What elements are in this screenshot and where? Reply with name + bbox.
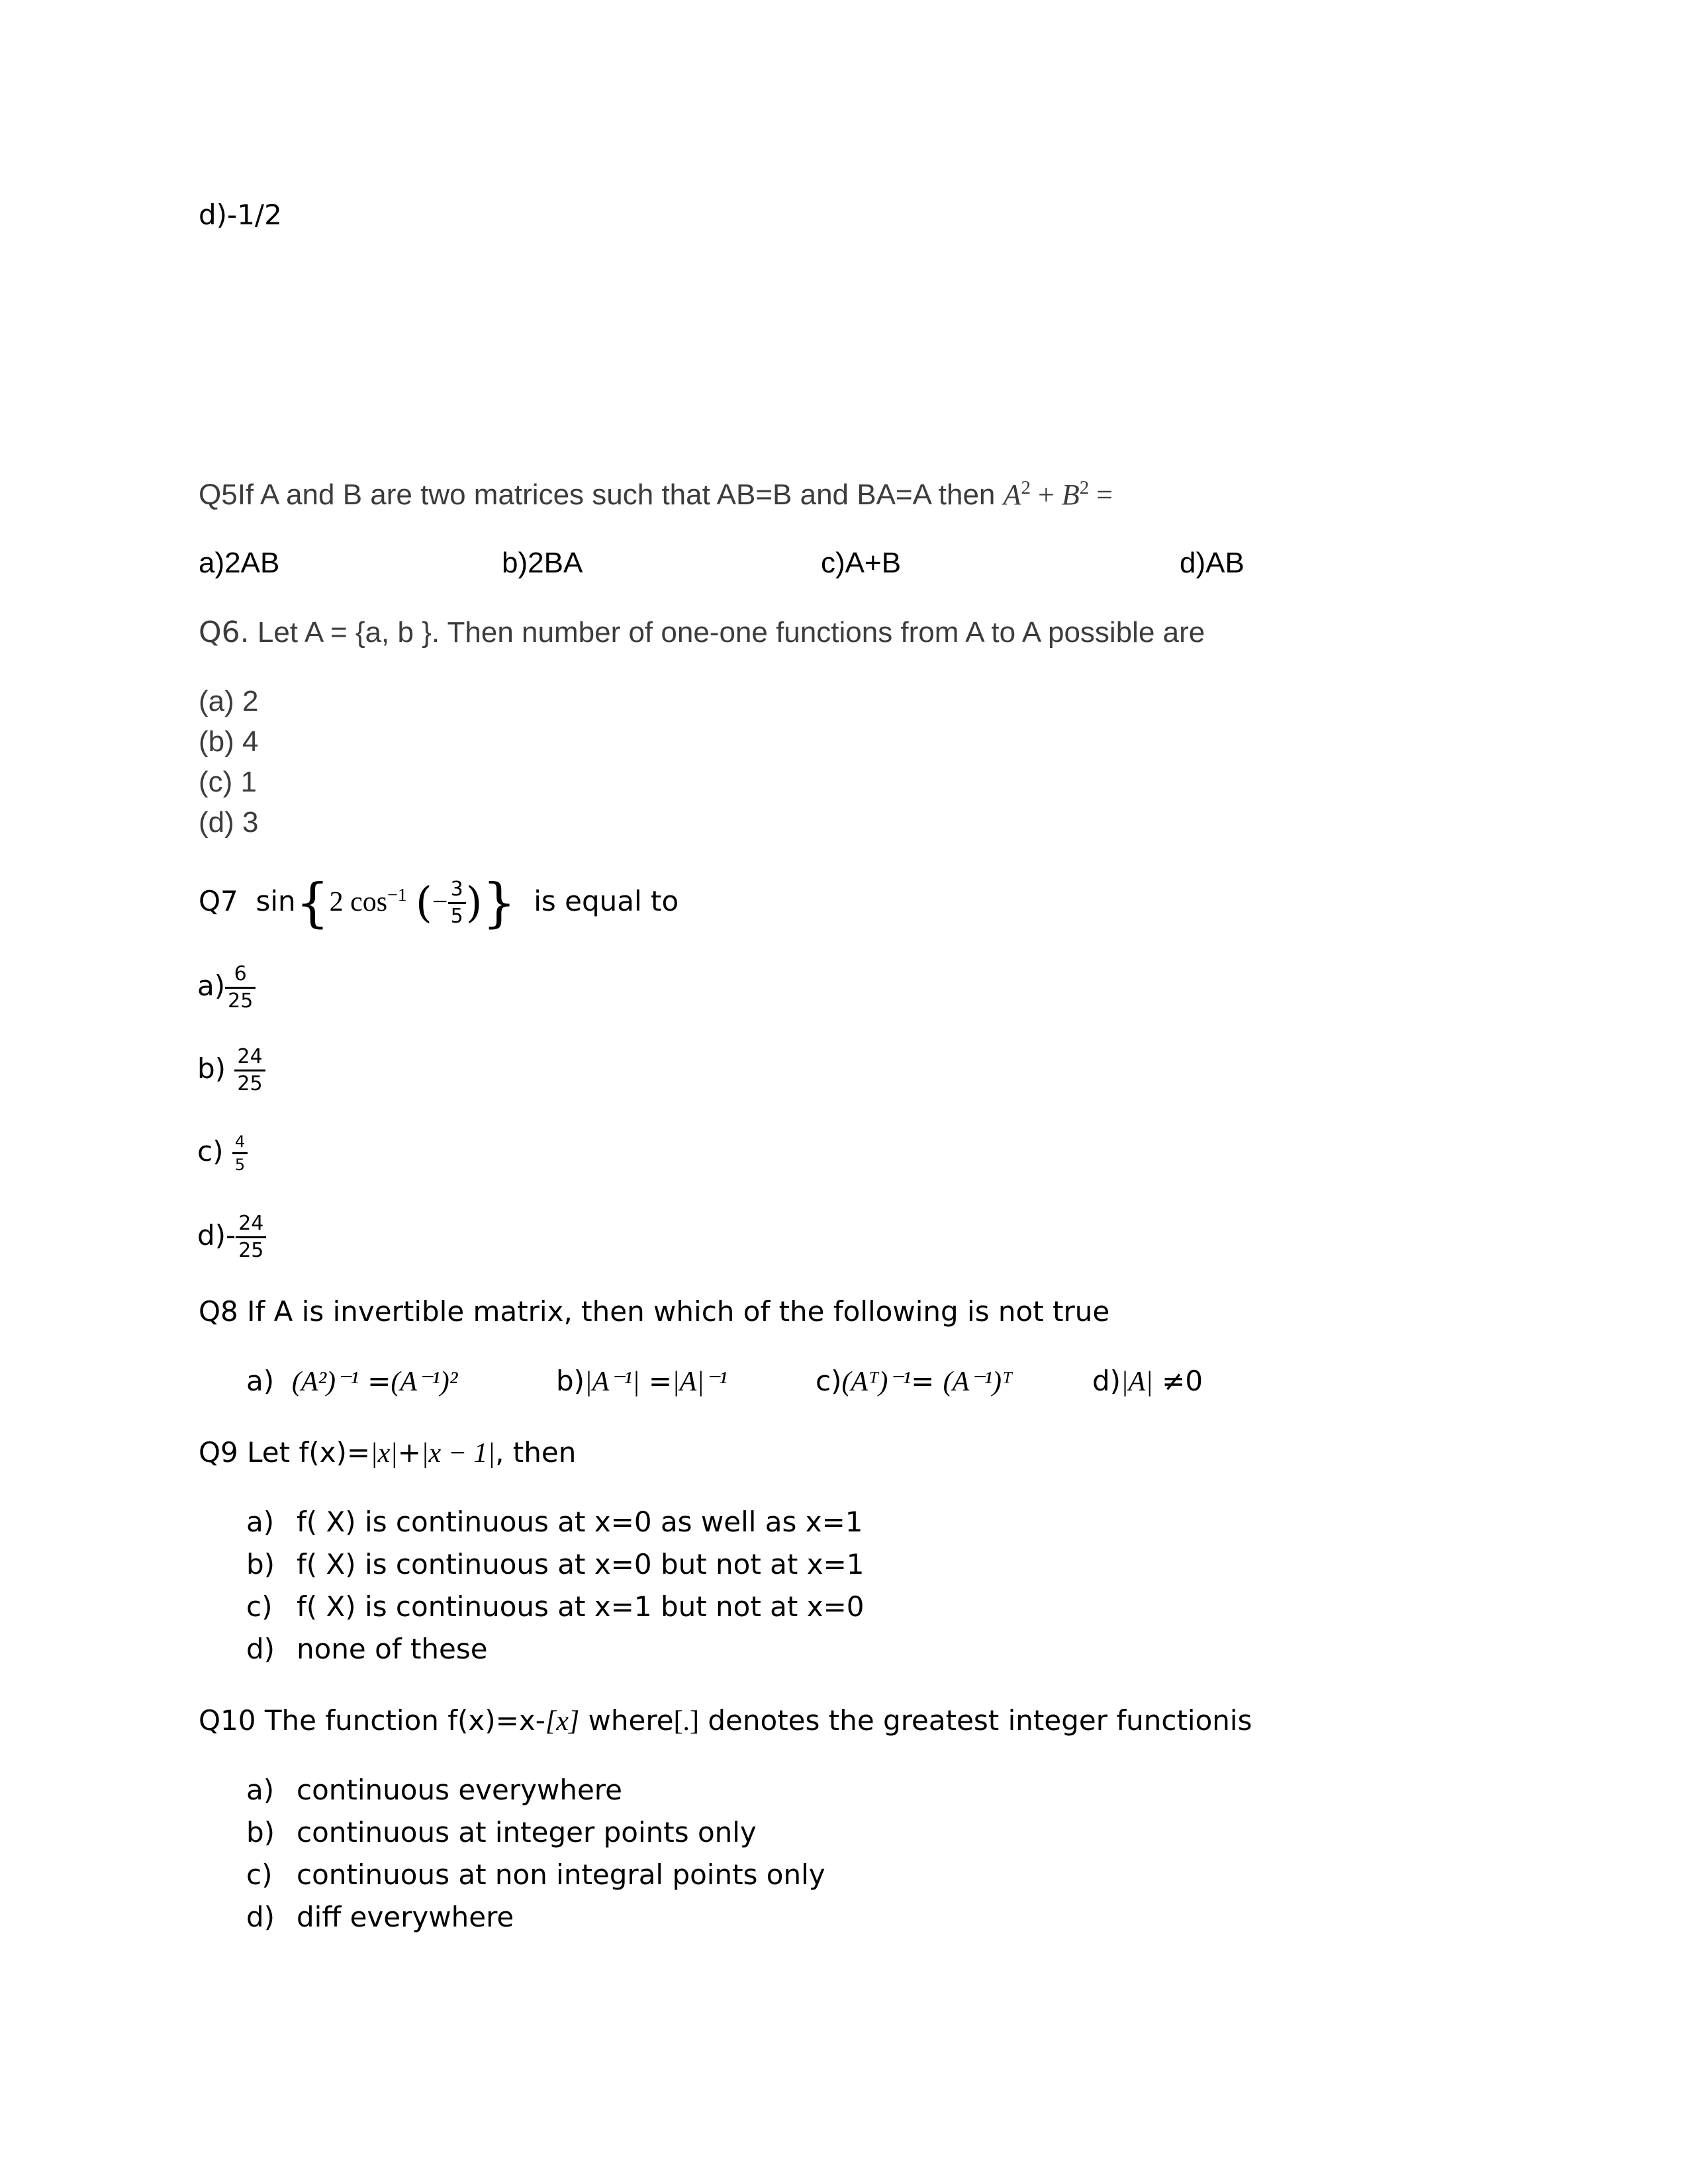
q7-question xyxy=(199,868,679,938)
q6-number: Q6. xyxy=(199,615,250,649)
q9-option-a-text: f( X) is continuous at x=0 as well as x=1 xyxy=(297,1506,863,1538)
q7-option-c-num: 4 xyxy=(232,1134,248,1154)
q5-option-c: c)A+B xyxy=(821,547,902,579)
q5-expr-exp2: 2 xyxy=(1079,477,1090,499)
q8-option-b xyxy=(556,1365,727,1398)
q9-option-d-letter: d) xyxy=(246,1633,275,1665)
q9-option-b xyxy=(246,1548,865,1580)
q10-option-d-text: diff everywhere xyxy=(297,1901,514,1933)
q9-prefix: Q9 Let f(x)= xyxy=(199,1436,371,1469)
q10-question xyxy=(199,1704,1252,1737)
q7-minus: − xyxy=(432,887,448,917)
q7-option-c-label: c) xyxy=(197,1135,224,1167)
q8-option-c-label: c) xyxy=(816,1365,842,1397)
q8-option-d xyxy=(1092,1365,1203,1398)
q9-option-d-text: none of these xyxy=(297,1633,488,1665)
q7-option-a-fraction xyxy=(225,964,256,1011)
q9-option-d xyxy=(246,1633,488,1665)
q8-option-d-tail: ≠0 xyxy=(1152,1365,1203,1397)
q8-option-c-expr2: (A⁻¹)ᵀ xyxy=(943,1367,1013,1397)
q10-bracket: [.] xyxy=(673,1706,700,1737)
q5-option-d: d)AB xyxy=(1180,547,1244,579)
q10-option-c-letter: c) xyxy=(246,1858,273,1891)
q9-question xyxy=(199,1436,576,1469)
q9-option-a xyxy=(246,1506,863,1538)
q9-plus: + xyxy=(397,1436,421,1469)
q7-option-c-den: 5 xyxy=(234,1156,246,1174)
q10-option-d-letter: d) xyxy=(246,1901,275,1933)
q8-option-a-expr1: (A²)⁻¹ xyxy=(291,1367,359,1397)
q7-option-d-fraction xyxy=(236,1214,266,1261)
q8-option-c-eq: = xyxy=(911,1365,943,1397)
q7-lparen: ( xyxy=(415,878,432,928)
q7-fraction-den: 5 xyxy=(450,905,463,928)
q8-option-b-label: b) xyxy=(556,1365,585,1397)
q10-option-c xyxy=(246,1858,825,1891)
q5-expr-eq: = xyxy=(1089,478,1113,511)
q6-option-d: (d) 3 xyxy=(199,806,259,839)
q7-option-a-label: a) xyxy=(197,970,226,1002)
q7-option-d-label: d)- xyxy=(197,1219,236,1251)
q5-expr-plus: + xyxy=(1031,478,1062,511)
q10-option-b-text: continuous at integer points only xyxy=(297,1816,757,1848)
q7-option-a-num: 6 xyxy=(225,964,256,989)
q8-option-a-eq: = xyxy=(358,1365,391,1397)
q8-option-a-label: a) xyxy=(246,1365,275,1397)
q7-number: Q7 xyxy=(199,885,238,917)
q7-option-c-fraction xyxy=(232,1134,248,1173)
q7-sin: sin xyxy=(256,885,296,917)
q10-option-a-letter: a) xyxy=(246,1774,275,1806)
q5-expr-a: A xyxy=(1003,478,1021,511)
q6-question xyxy=(199,615,1205,649)
q6-option-a: (a) 2 xyxy=(199,685,259,717)
q8-option-b-eq: = xyxy=(639,1365,673,1397)
q10-option-a-text: continuous everywhere xyxy=(297,1774,622,1806)
q8-question: Q8 If A is invertible matrix, then which of the following is not true xyxy=(199,1295,1110,1328)
q5-expr-b: B xyxy=(1061,478,1080,511)
q10-floor: [x] xyxy=(545,1706,580,1737)
q7-option-b-fraction xyxy=(234,1047,265,1094)
q8-option-a-expr2: (A⁻¹)² xyxy=(391,1367,458,1397)
q10-option-b xyxy=(246,1816,757,1848)
q5-option-a: a)2AB xyxy=(199,547,280,579)
q7-rparen: ) xyxy=(465,878,483,928)
q6-option-c: (c) 1 xyxy=(199,766,257,798)
q9-option-b-text: f( X) is continuous at x=0 but not at x=1 xyxy=(297,1548,865,1580)
q9-option-c-text: f( X) is continuous at x=1 but not at x=0 xyxy=(297,1590,865,1623)
q7-option-b xyxy=(197,1036,265,1102)
q6-question-text: Let A = {a, b }. Then number of one-one functions from A to A possible are xyxy=(249,616,1205,649)
q9-abs2: |x − 1| xyxy=(421,1438,496,1469)
q8-option-d-label: d) xyxy=(1092,1365,1121,1397)
q7-option-b-num: 24 xyxy=(234,1047,265,1071)
q10-option-b-letter: b) xyxy=(246,1816,275,1848)
q7-option-b-label: b) xyxy=(197,1052,226,1085)
q8-option-d-expr: |A| xyxy=(1121,1367,1153,1397)
q5-question-text: Q5If A and B are two matrices such that AB=B and BA=A then xyxy=(199,478,1004,511)
q7-fraction-num: 3 xyxy=(448,880,466,904)
q9-option-c xyxy=(246,1590,865,1623)
q8-option-a xyxy=(246,1365,457,1398)
q8-option-c xyxy=(816,1365,1012,1398)
q5-option-b: b)2BA xyxy=(502,547,583,579)
q9-option-c-letter: c) xyxy=(246,1590,273,1623)
q7-option-a xyxy=(197,953,256,1019)
q10-suffix: denotes the greatest integer functionis xyxy=(699,1704,1252,1737)
q6-option-b: (b) 4 xyxy=(199,725,259,758)
q10-option-a xyxy=(246,1774,622,1806)
q7-option-c xyxy=(197,1118,248,1185)
q7-option-d-num: 24 xyxy=(236,1214,266,1238)
q10-mid: where xyxy=(579,1704,674,1737)
q7-tail: is equal to xyxy=(534,885,679,917)
q10-option-d xyxy=(246,1901,514,1933)
q7-option-a-den: 25 xyxy=(228,989,254,1013)
q9-option-a-letter: a) xyxy=(246,1506,275,1538)
q7-fraction xyxy=(448,880,466,927)
q7-lbrace: { xyxy=(295,872,330,934)
q7-two-cos: 2 cos xyxy=(329,887,388,917)
q5-question xyxy=(199,478,1113,512)
q4-option-d: d)-1/2 xyxy=(199,199,282,231)
q8-option-b-expr2: |A|⁻¹ xyxy=(672,1367,727,1397)
q10-option-c-text: continuous at non integral points only xyxy=(297,1858,825,1891)
q7-option-d xyxy=(197,1203,266,1269)
q5-expr-exp1: 2 xyxy=(1021,477,1031,499)
q9-abs1: |x| xyxy=(370,1438,398,1469)
q7-rbrace: } xyxy=(482,872,516,934)
q7-option-b-den: 25 xyxy=(237,1072,263,1095)
q9-suffix: , then xyxy=(495,1436,577,1469)
q10-prefix: Q10 The function f(x)=x- xyxy=(199,1704,545,1737)
q7-option-d-den: 25 xyxy=(238,1239,264,1262)
q8-option-b-expr1: |A⁻¹| xyxy=(585,1367,640,1397)
q7-inv: −1 xyxy=(387,884,407,905)
q9-option-b-letter: b) xyxy=(246,1548,275,1580)
q8-option-c-expr1: (Aᵀ)⁻¹ xyxy=(841,1367,912,1397)
